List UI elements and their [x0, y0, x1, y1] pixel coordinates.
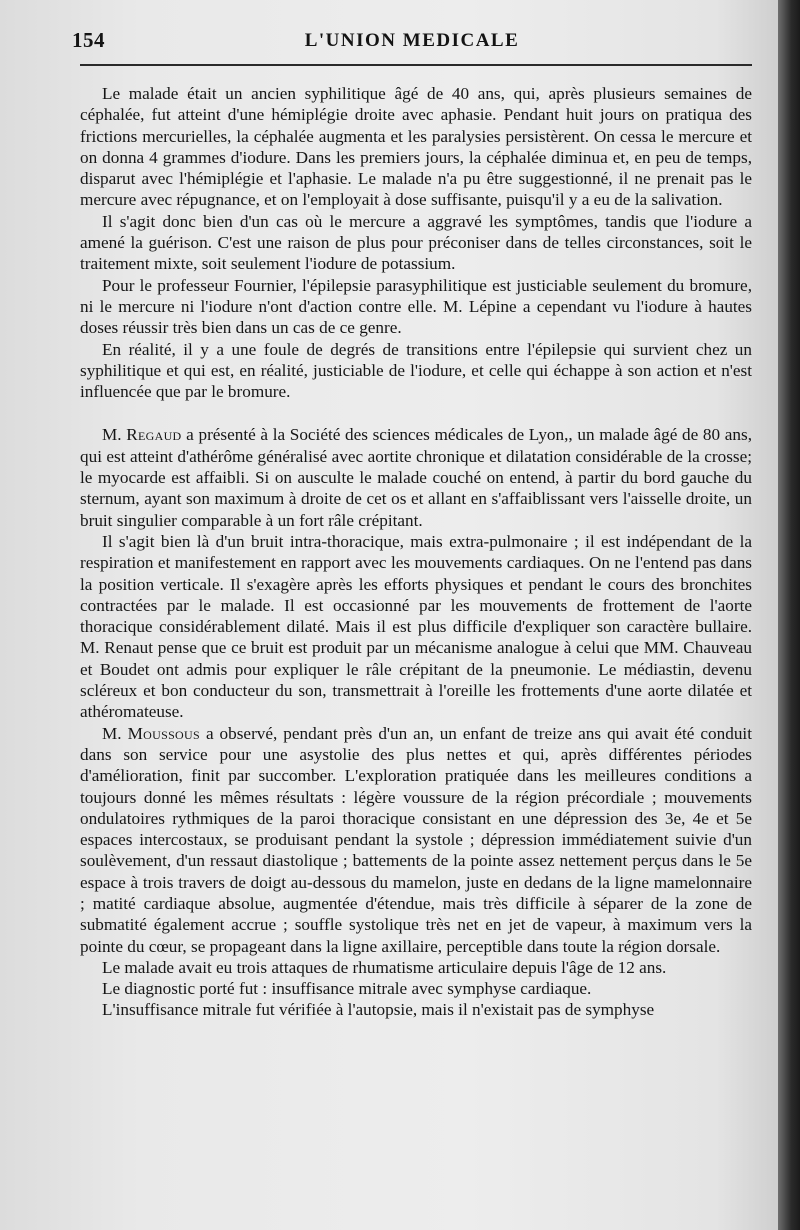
article-body: [80, 83, 752, 1021]
header-rule: [80, 64, 752, 66]
paragraph: Il s'agit donc bien d'un cas où le mercure a aggravé les symptômes, tandis que l'iodure a amené la guérison. C'est une raison de plus pour préconiser dans de telles circonstances, soit le traitement mixte, soit seulement l'iodure de potassium.: [80, 211, 752, 274]
paragraph-moussous: [80, 723, 752, 957]
paragraph: Pour le professeur Fournier, l'épilepsie parasyphilitique est justiciable seulement du bromure, ni le mercure ni l'iodure n'ont d'action contre elle. M. Lépine a cependant vu l'iodure à hautes doses réussir très bien dans un cas de ce genre.: [80, 275, 752, 338]
running-title: L'UNION MEDICALE: [304, 30, 520, 51]
paragraph: Le diagnostic porté fut : insuffisance mitrale avec symphyse cardiaque.: [102, 979, 592, 999]
page-edge-shadow: [778, 0, 800, 1230]
paragraph-text: a observé, pendant près d'un an, un enfant de treize ans qui avait été conduit dans son service pour une asystolie des plus nettes et qui, après différentes périodes d'amélioration, finit par succomber. L'exploration pratiquée dans les meilleures conditions a toujours donné les mêmes résultats : légère voussure de la région précordiale ; mouvements ondulatoires rythmiques de la paroi thoracique consistant en une dépression des 3e, 4e et 5e espaces intercostaux, se produisant pendant la systole ; dépression immédiatement suivie d'un soulèvement, d'un ressaut diastolique ; battements de la pointe assez nettement perçus dans le 5e espace à trois travers de doigt au-dessous du mamelon, juste en dedans de la ligne mamelonnaire ; matité cardiaque absolue, augmentée d'étendue, mais très difficile à séparer de la zone de submatité également accrue ; souffle systolique très net en jet de vapeur, à maximum vers la pointe du cœur, se propageant dans la ligne axillaire, perceptible dans toute la région dorsale.: [80, 723, 752, 956]
author-name: Regaud: [126, 425, 182, 445]
paragraph-lead: M.: [102, 425, 127, 445]
paragraph: Le malade était un ancien syphilitique âgé de 40 ans, qui, après plusieurs semaines de céphalée, fut atteint d'une hémiplégie droite avec aphasie. Pendant huit jours on pratiqua des frictions mercurielles, la céphalée augmenta et les paralysies persistèrent. On cessa le mercure et on donna 4 grammes d'iodure. Dans les premiers jours, la céphalée diminua et, en peu de temps, disparut avec l'hémiplégie et l'aphasie. Le malade n'a pu être suggestionné, il ne prenait pas le mercure avec répugnance, et on l'employait à dose suffisante, puisqu'il y a eu de la salivation.: [80, 84, 752, 210]
paragraph: En réalité, il y a une foule de degrés de transitions entre l'épilepsie qui survient chez un syphilitique et qui est, en réalité, justiciable de l'iodure, et celle qui échappe à son action et n'est influencée que par le bromure.: [80, 339, 752, 402]
page-header: [72, 28, 752, 58]
paragraph: Le malade avait eu trois attaques de rhumatisme articulaire depuis l'âge de 12 ans.: [102, 957, 667, 977]
paragraph: L'insuffisance mitrale fut vérifiée à l'autopsie, mais il n'existait pas de symphyse: [102, 1000, 655, 1020]
author-name: Moussous: [127, 723, 200, 743]
page-number: 154: [72, 28, 105, 52]
paragraph-regaud: [80, 424, 752, 530]
paragraph-text: a présenté à la Société des sciences médicales de Lyon,, un malade âgé de 80 ans, qui est atteint d'athérôme généralisé avec aortite chronique et dilatation considérable de la crosse; le myocarde est affaibli. Si on ausculte le malade couché on entend, à partir du bord gauche du sternum, ayant son maximum à droite de cet os et allant en s'affaiblissant vers l'aisselle droite, un bruit singulier comparable à un fort râle crépitant.: [80, 425, 752, 530]
paragraph-lead: M.: [102, 723, 128, 743]
paragraph: Il s'agit bien là d'un bruit intra-thoracique, mais extra-pulmonaire ; il est indépendant de la respiration et manifestement en rapport avec les mouvements cardiaques. On ne l'entend pas dans la position verticale. Il s'exagère après les efforts physiques et pendant le cours des bronchites contractées par le malade. Il est occasionné par les mouvements de frottement de l'aorte thoracique considérablement dilaté. Mais il est plus difficile d'expliquer son caractère bullaire. M. Renaut pense que ce bruit est produit par un mécanisme analogue à celui que MM. Chauveau et Boudet ont admis pour expliquer le râle crépitant de la pneumonie. Le médiastin, devenu scléreux et bon conducteur du son, transmettrait à l'oreille les frottements d'une aorte dilatée et athéromateuse.: [80, 531, 752, 722]
